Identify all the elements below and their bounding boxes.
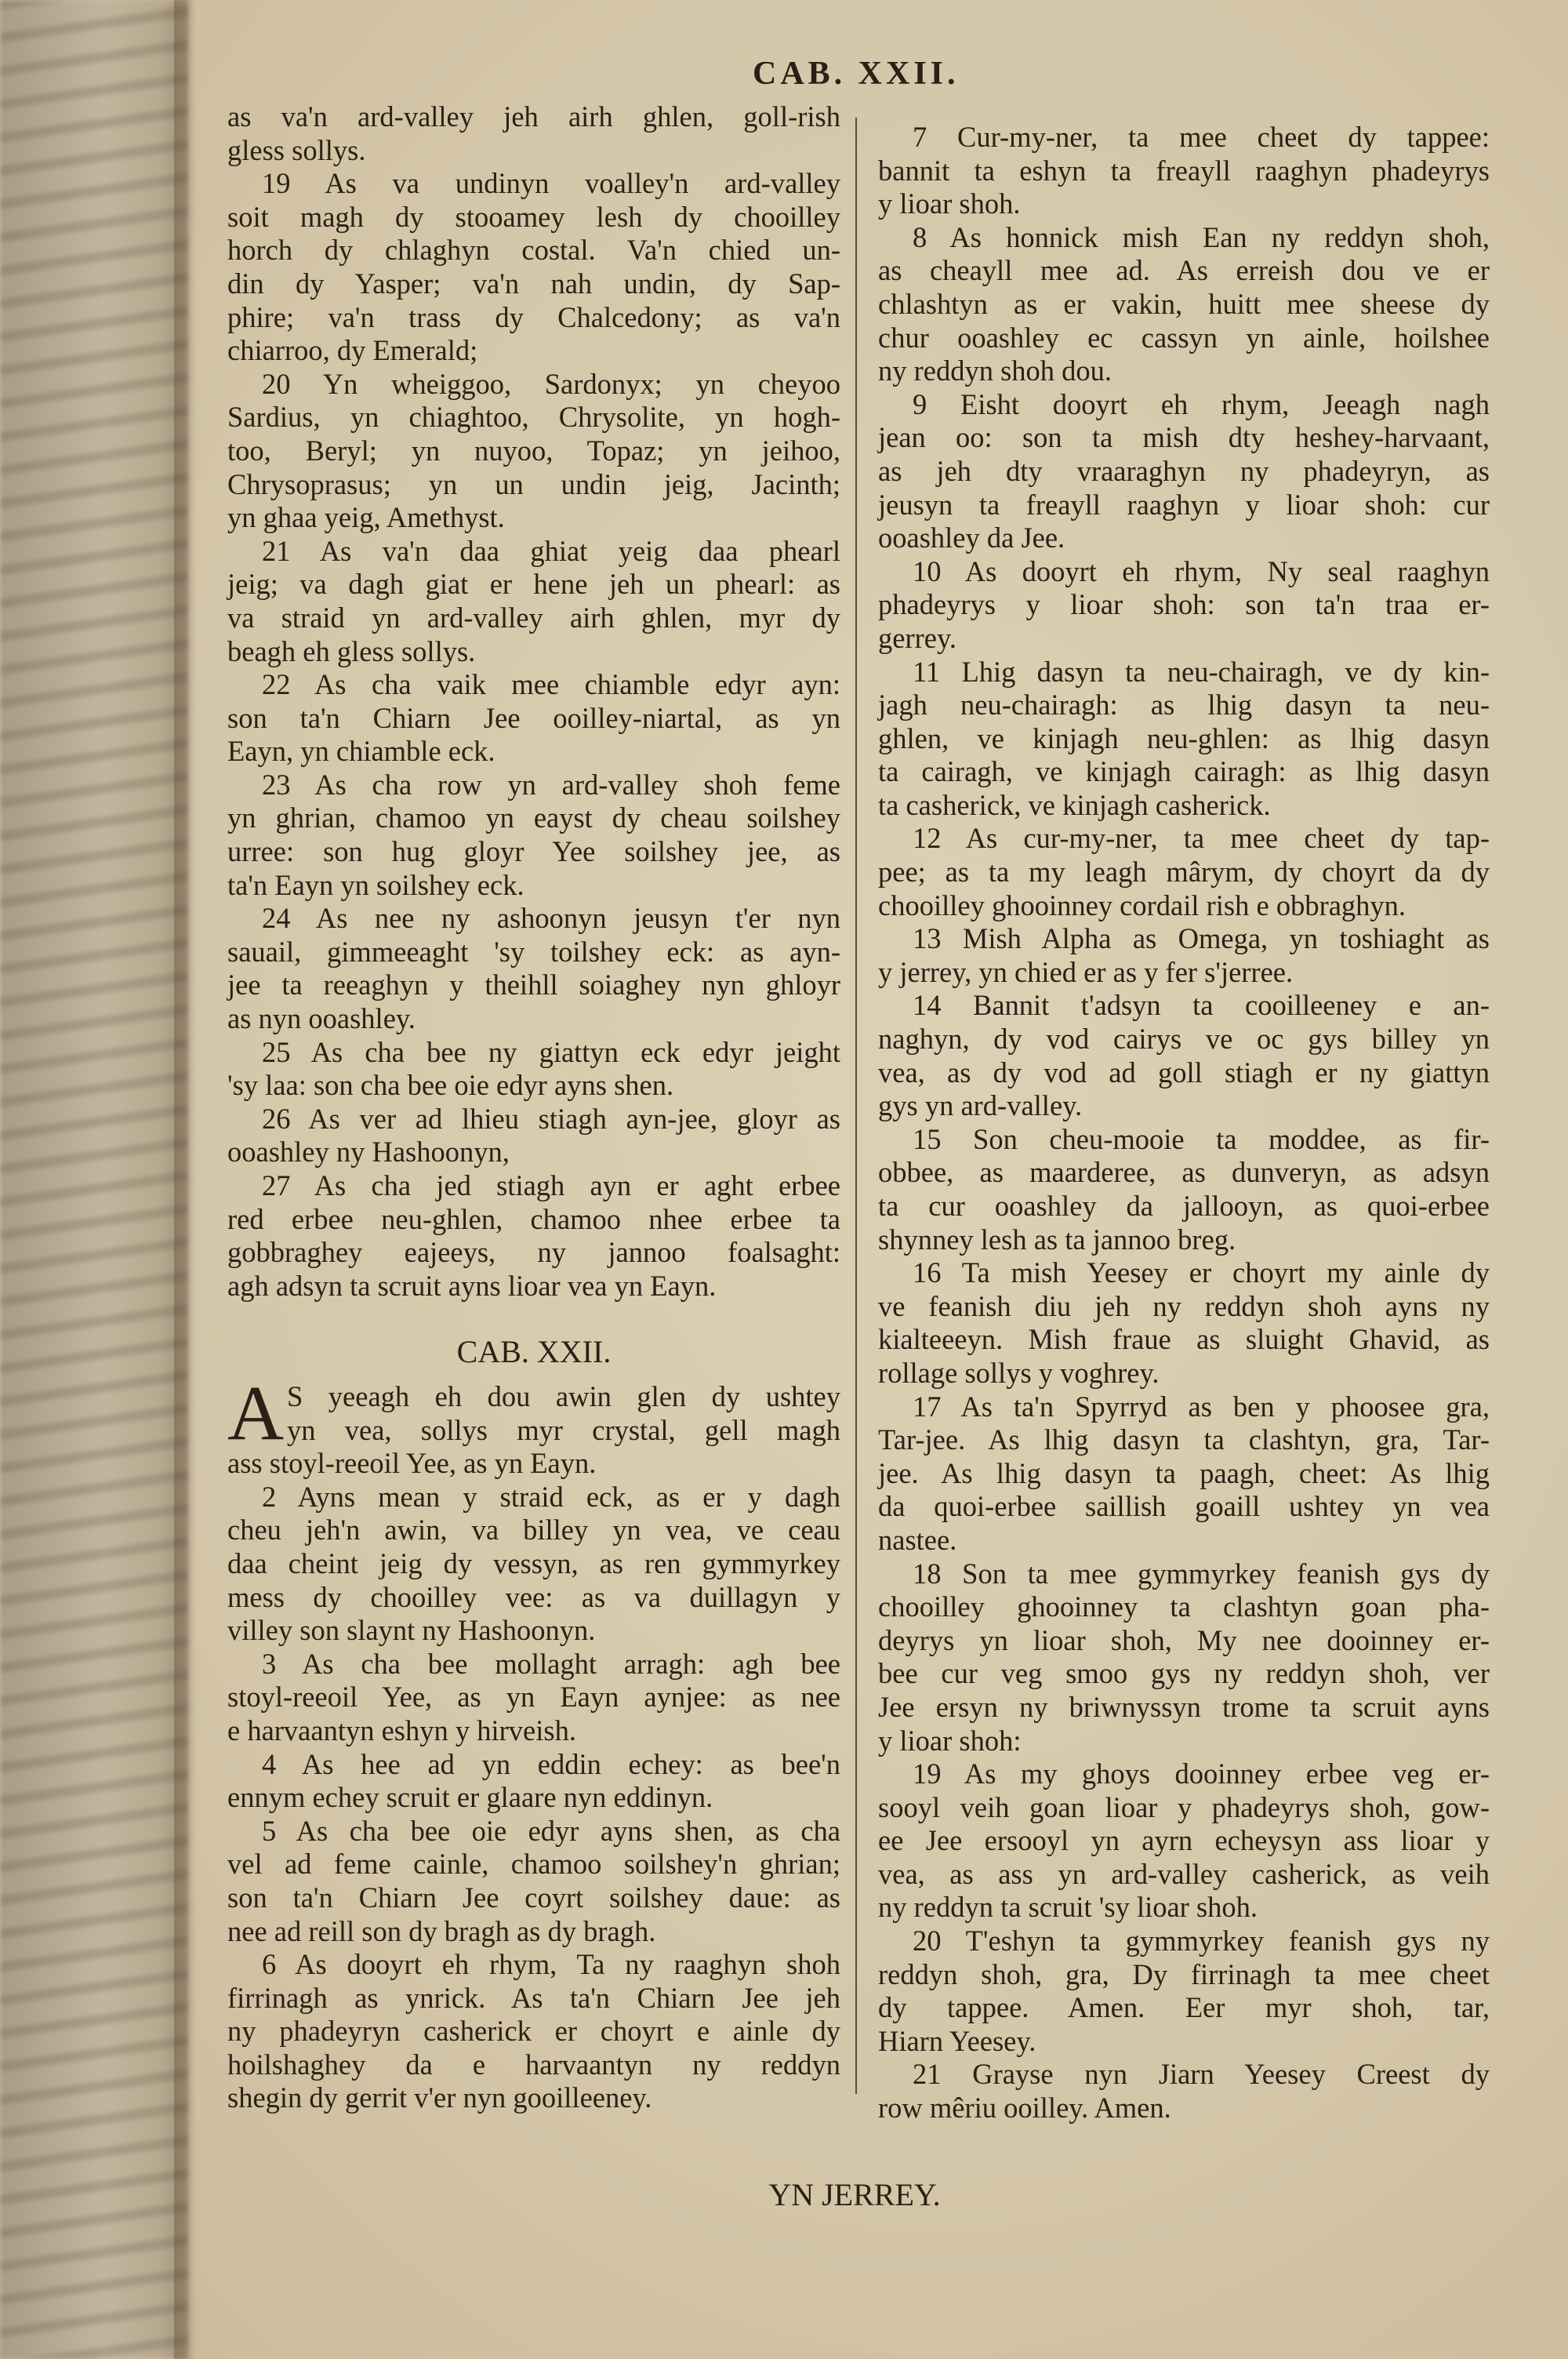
text-line: jeig; va dagh giat er hene jeh un phearl: as — [227, 568, 840, 601]
text-line: jagh neu-chairagh: as lhig dasyn ta neu- — [878, 689, 1490, 722]
text-line: 19 As my ghoys dooinney erbee veg er- — [913, 1757, 1490, 1790]
verse-paragraph — [227, 100, 840, 167]
verse-paragraph — [878, 1390, 1490, 1558]
text-line: 14 Bannit t'adsyn ta cooilleeney e an- — [913, 989, 1490, 1022]
text-line: Hiarn Yeesey. — [878, 2024, 1036, 2057]
text-line: as cheayll mee ad. As erreish dou ve er — [878, 254, 1490, 287]
text-line: 26 As ver ad lhieu stiagh ayn-jee, gloyr as — [262, 1102, 840, 1135]
text-line: 23 As cha row yn ard-valley shoh feme — [262, 768, 840, 801]
text-line: agh adsyn ta scruit ayns lioar vea yn Eayn. — [227, 1269, 717, 1302]
text-line: too, Beryl; yn nuyoo, Topaz; yn jeihoo, — [227, 434, 840, 467]
text-line: gobbraghey eajeeys, ny jannoo foalsaght: — [227, 1236, 840, 1269]
text-line: naghyn, dy vod cairys ve oc gys billey yn — [878, 1023, 1490, 1056]
text-line: vel ad feme cainle, chamoo soilshey'n ghrian; — [227, 1848, 840, 1881]
text-line: da quoi-erbee saillish goaill ushtey yn vea — [878, 1490, 1490, 1523]
text-line: chiarroo, dy Emerald; — [227, 334, 478, 367]
verse-paragraph — [878, 555, 1490, 656]
verse-paragraph — [227, 902, 840, 1035]
text-line: 2 Ayns mean y straid eck, as er y dagh — [262, 1480, 840, 1513]
facing-page-blurred — [0, 0, 188, 2359]
text-line: 9 Eisht dooyrt eh rhym, Jeeagh nagh — [913, 387, 1490, 420]
text-line: 18 Son ta mee gymmyrkey feanish gys dy — [913, 1557, 1490, 1590]
text-line: phadeyrys y lioar shoh: son ta'n traa er- — [878, 588, 1490, 621]
text-line: sooyl veih goan lioar y phadeyrys shoh, gow- — [878, 1790, 1490, 1823]
verse-paragraph — [878, 656, 1490, 823]
text-line: yn ghaa yeig, Amethyst. — [227, 501, 505, 534]
text-line: rollage sollys y voghrey. — [878, 1356, 1160, 1389]
text-line: 3 As cha bee mollaght arragh: agh bee — [262, 1647, 840, 1680]
text-line: y lioar shoh: — [878, 1724, 1022, 1757]
text-line: beagh eh gless sollys. — [227, 634, 476, 667]
text-line: S yeeagh eh dou awin glen dy ushtey — [287, 1380, 840, 1412]
text-line: gys yn ard-valley. — [878, 1089, 1083, 1122]
verse-paragraph — [878, 922, 1490, 989]
text-line: 20 T'eshyn ta gymmyrkey feanish gys ny — [913, 1925, 1490, 1957]
running-head: CAB. XXII. — [753, 56, 960, 92]
text-line: y lioar shoh. — [878, 187, 1021, 220]
verse-paragraph — [227, 668, 840, 769]
text-line: hoilshaghey da e harvaantyn ny reddyn — [227, 2048, 840, 2081]
text-line: phire; va'n trass dy Chalcedony; as va'n — [227, 300, 840, 333]
text-line: Jee ersyn ny briwnyssyn trome ta scruit ayns — [878, 1690, 1490, 1723]
text-line: 8 As honnick mish Ean ny reddyn shoh, — [913, 220, 1490, 253]
text-line: ve feanish diu jeh ny reddyn shoh ayns ny — [878, 1289, 1490, 1322]
text-line: deyrys yn lioar shoh, My nee dooinney er- — [878, 1623, 1490, 1656]
text-line: firrinagh as ynrick. As ta'n Chiarn Jee jeh — [227, 1981, 840, 2014]
text-line: ass stoyl-reeoil Yee, as yn Eayn. — [227, 1447, 597, 1480]
verse-paragraph — [878, 1558, 1490, 1758]
text-line: shynney lesh as ta jannoo breg. — [878, 1223, 1236, 1256]
text-line: gerrey. — [878, 621, 956, 654]
text-line: nee ad reill son dy bragh as dy bragh. — [227, 1914, 656, 1947]
text-line: 10 As dooyrt eh rhym, Ny seal raaghyn — [913, 554, 1490, 587]
text-line: sauail, gimmeeaght 'sy toilshey eck: as ayn- — [227, 935, 840, 968]
text-line: 24 As nee ny ashoonyn jeusyn t'er nyn — [262, 902, 840, 935]
text-line: villey son slaynt ny Hashoonyn. — [227, 1614, 596, 1647]
text-line: pee; as ta my leagh mârym, dy choyrt da dy — [878, 856, 1490, 889]
verse-paragraph — [878, 1123, 1490, 1256]
text-line: urree: son hug gloyr Yee soilshey jee, as — [227, 835, 840, 868]
text-line: Eayn, yn chiamble eck. — [227, 735, 495, 768]
text-line: as jeh dty vraaraghyn ny phadeyryn, as — [878, 454, 1490, 487]
text-line: chooilley ghooinney ta clashtyn goan pha- — [878, 1590, 1490, 1623]
text-line: 22 As cha vaik mee chiamble edyr ayn: — [262, 668, 840, 701]
verse-paragraph — [227, 1380, 840, 1481]
text-line: bee cur veg smoo gys ny reddyn shoh, ver — [878, 1657, 1490, 1690]
text-line: bannit ta eshyn ta freayll raaghyn phadeyrys — [878, 154, 1490, 187]
text-line: obbee, as maarderee, as dunveryn, as adsyn — [878, 1156, 1490, 1189]
text-line: yn vea, sollys myr crystal, gell magh — [287, 1413, 840, 1446]
text-line: 19 As va undinyn voalley'n ard-valley — [262, 167, 840, 200]
text-line: jee. As lhig dasyn ta paagh, cheet: As lhig — [878, 1456, 1490, 1489]
verse-paragraph — [878, 388, 1490, 555]
text-line: jean oo: son ta mish dty heshey-harvaant, — [878, 421, 1490, 454]
text-line: ta cairagh, ve kinjagh cairagh: as lhig dasyn — [878, 755, 1490, 788]
text-line: son ta'n Chiarn Jee coyrt soilshey daue: as — [227, 1881, 840, 1914]
text-line: as nyn ooashley. — [227, 1002, 416, 1035]
text-line: 27 As cha jed stiagh ayn er aght erbee — [262, 1169, 840, 1201]
text-line: red erbee neu-ghlen, chamoo nhee erbee ta — [227, 1202, 840, 1235]
text-line: as va'n ard-valley jeh airh ghlen, goll-rish — [227, 100, 840, 133]
verse-paragraph — [878, 989, 1490, 1122]
text-line: reddyn shoh, gra, Dy firrinagh ta mee cheet — [878, 1957, 1490, 1990]
text-line: 13 Mish Alpha as Omega, yn toshiaght as — [913, 922, 1490, 955]
text-line: Sardius, yn chiaghtoo, Chrysolite, yn hogh- — [227, 401, 840, 434]
text-line: 15 Son cheu-mooie ta moddee, as fir- — [913, 1122, 1490, 1155]
text-line: ny phadeyryn casherick er choyrt e ainle dy — [227, 2015, 840, 2048]
text-line: 11 Lhig dasyn ta neu-chairagh, ve dy kin- — [913, 655, 1490, 688]
verse-paragraph — [227, 368, 840, 535]
verse-paragraph — [227, 1036, 840, 1103]
text-line: chooilley ghooinney cordail rish e obbraghyn. — [878, 889, 1406, 921]
drop-cap: A — [227, 1369, 285, 1456]
text-line: mess dy chooilley vee: as va duillagyn y — [227, 1580, 840, 1613]
text-line: ta cur ooashley da jallooyn, as quoi-erbee — [878, 1190, 1490, 1222]
verse-paragraph — [878, 1925, 1490, 2058]
verse-paragraph — [227, 1481, 840, 1648]
text-line: 17 As ta'n Spyrryd as ben y phoosee gra, — [913, 1390, 1490, 1423]
text-line: gless sollys. — [227, 133, 366, 166]
left-column-bottom — [227, 1380, 840, 2115]
text-line: 20 Yn wheiggoo, Sardonyx; yn cheyoo — [262, 367, 840, 400]
text-line: shegin dy gerrit v'er nyn gooilleeney. — [227, 2081, 652, 2114]
verse-paragraph — [227, 1103, 840, 1169]
book-gutter-shadow — [174, 0, 198, 2359]
column-divider — [855, 118, 857, 2094]
text-line: cheu jeh'n awin, va billey yn vea, ve ceau — [227, 1514, 840, 1547]
verse-paragraph — [227, 1169, 840, 1303]
text-line: 21 As va'n daa ghiat yeig daa phearl — [262, 534, 840, 567]
text-line: ennym echey scruit er glaare nyn eddinyn. — [227, 1781, 713, 1814]
text-line: Chrysoprasus; yn un undin jeig, Jacinth; — [227, 467, 840, 500]
chapter-heading: CAB. XXII. — [456, 1334, 612, 1369]
text-line: ee Jee ersooyl yn ayrn echeysyn ass lioar y — [878, 1824, 1490, 1857]
text-line: stoyl-reeoil Yee, as yn Eayn aynjee: as nee — [227, 1681, 840, 1714]
text-line: vea, as dy vod ad goll stiagh er ny giattyn — [878, 1056, 1490, 1089]
text-line: y jerrey, yn chied er as y fer s'jerree. — [878, 955, 1294, 988]
text-line: ta'n Eayn yn soilshey eck. — [227, 868, 524, 901]
verse-paragraph — [227, 1948, 840, 2115]
text-line: kialteeeyn. Mish fraue as sluight Ghavid, as — [878, 1323, 1490, 1356]
text-line: 25 As cha bee ny giattyn eck edyr jeight — [262, 1035, 840, 1068]
text-line: son ta'n Chiarn Jee ooilley-niartal, as yn — [227, 701, 840, 734]
text-line: ny reddyn ta scruit 'sy lioar shoh. — [878, 1891, 1258, 1924]
text-line: soit magh dy stooamey lesh dy chooilley — [227, 200, 840, 233]
verse-paragraph — [227, 1748, 840, 1815]
text-line: nastee. — [878, 1523, 957, 1556]
right-column — [878, 121, 1490, 2125]
text-line: chur ooashley ec cassyn yn ainle, hoilshee — [878, 321, 1490, 354]
verse-paragraph — [227, 1648, 840, 1748]
text-line: 5 As cha bee oie edyr ayns shen, as cha — [262, 1814, 840, 1847]
text-line: chlashtyn as er vakin, huitt mee sheese dy — [878, 287, 1490, 320]
verse-paragraph — [878, 2058, 1490, 2125]
text-line: ooashley ny Hashoonyn, — [227, 1136, 510, 1169]
verse-paragraph — [227, 769, 840, 902]
text-line: din dy Yasper; va'n nah undin, dy Sap- — [227, 267, 840, 300]
text-line: 'sy laa: son cha bee oie edyr ayns shen. — [227, 1069, 674, 1102]
text-line: horch dy chlaghyn costal. Va'n chied un- — [227, 234, 840, 267]
left-column-top — [227, 100, 840, 1303]
text-line: 16 Ta mish Yeesey er choyrt my ainle dy — [913, 1256, 1490, 1289]
verse-paragraph — [227, 1815, 840, 1948]
text-line: Tar-jee. As lhig dasyn ta clashtyn, gra, Tar- — [878, 1423, 1490, 1456]
text-line: 21 Grayse nyn Jiarn Yeesey Creest dy — [913, 2058, 1490, 2091]
text-line: ooashley da Jee. — [878, 522, 1065, 554]
end-marker: YN JERREY. — [768, 2177, 941, 2212]
text-line: jee ta reeaghyn y theihll soiaghey nyn ghloyr — [227, 969, 840, 1001]
text-line: ny reddyn shoh dou. — [878, 354, 1112, 387]
verse-paragraph — [227, 167, 840, 368]
text-line: ghlen, ve kinjagh neu-ghlen: as lhig dasyn — [878, 722, 1490, 754]
verse-paragraph — [227, 535, 840, 668]
text-line: daa cheint jeig dy vessyn, as ren gymmyrkey — [227, 1547, 840, 1579]
text-line: ta casherick, ve kinjagh casherick. — [878, 788, 1271, 821]
verse-paragraph — [878, 221, 1490, 388]
text-line: 4 As hee ad yn eddin echey: as bee'n — [262, 1747, 840, 1780]
text-line: va straid yn ard-valley airh ghlen, myr dy — [227, 601, 840, 634]
text-line: yn ghrian, chamoo yn eayst dy cheau soilshey — [227, 801, 840, 834]
text-line: dy tappee. Amen. Eer myr shoh, tar, — [878, 1991, 1490, 2024]
verse-paragraph — [878, 1256, 1490, 1390]
text-line: vea, as ass yn ard-valley casherick, as veih — [878, 1857, 1490, 1890]
verse-paragraph — [878, 822, 1490, 922]
text-line: 7 Cur-my-ner, ta mee cheet dy tappee: — [913, 121, 1490, 153]
text-line: jeusyn ta freayll raaghyn y lioar shoh: cur — [878, 488, 1490, 521]
verse-paragraph — [878, 121, 1490, 221]
verse-paragraph — [878, 1757, 1490, 1925]
text-line: row mêriu ooilley. Amen. — [878, 2092, 1171, 2125]
text-line: 12 As cur-my-ner, ta mee cheet dy tap- — [913, 822, 1490, 855]
text-line: e harvaantyn eshyn y hirveish. — [227, 1714, 576, 1747]
text-line: 6 As dooyrt eh rhym, Ta ny raaghyn shoh — [262, 1948, 840, 1981]
